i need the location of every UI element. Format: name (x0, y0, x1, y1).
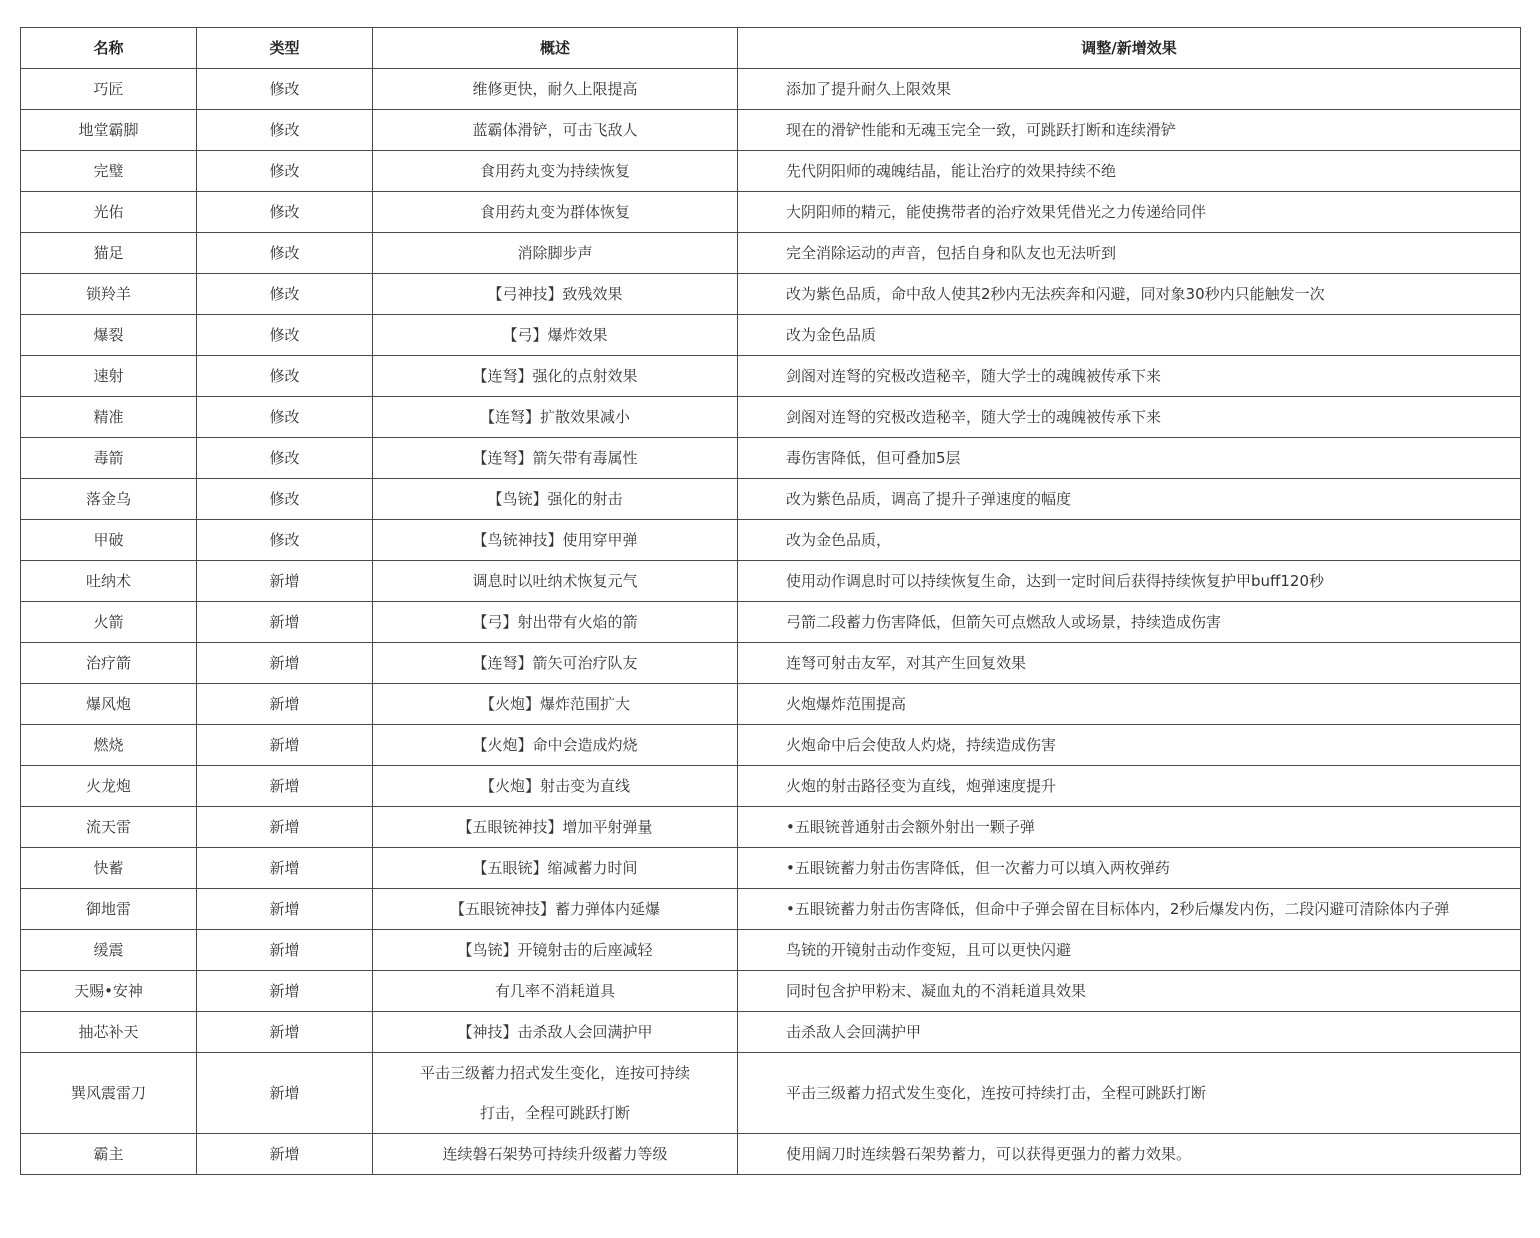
cell-type: 新增 (197, 971, 373, 1012)
cell-summary: 【五眼铳神技】增加平射弹量 (373, 807, 738, 848)
cell-effect: 毒伤害降低，但可叠加5层 (738, 438, 1521, 479)
cell-type: 修改 (197, 356, 373, 397)
cell-summary: 调息时以吐纳术恢复元气 (373, 561, 738, 602)
table-row (21, 643, 1521, 684)
cell-summary: 有几率不消耗道具 (373, 971, 738, 1012)
table-row (21, 889, 1521, 930)
cell-type: 修改 (197, 192, 373, 233)
cell-type: 新增 (197, 725, 373, 766)
cell-name: 流天雷 (21, 807, 197, 848)
cell-type: 修改 (197, 397, 373, 438)
cell-type: 修改 (197, 151, 373, 192)
skills-table (20, 27, 1521, 1175)
cell-effect: 大阴阳师的精元，能使携带者的治疗效果凭借光之力传递给同伴 (738, 192, 1521, 233)
table-row (21, 479, 1521, 520)
cell-effect: •五眼铳蓄力射击伤害降低，但命中子弹会留在目标体内，2秒后爆发内伤，二段闪避可清除体内子弹 (738, 889, 1521, 930)
cell-type: 新增 (197, 561, 373, 602)
table-row (21, 69, 1521, 110)
cell-type: 修改 (197, 479, 373, 520)
cell-summary: 【神技】击杀敌人会回满护甲 (373, 1012, 738, 1053)
table-row (21, 684, 1521, 725)
cell-name: 吐纳术 (21, 561, 197, 602)
cell-name: 御地雷 (21, 889, 197, 930)
table-row (21, 438, 1521, 479)
cell-type: 新增 (197, 889, 373, 930)
header-name: 名称 (21, 28, 197, 69)
table-row (21, 971, 1521, 1012)
cell-name: 巽风震雷刀 (21, 1053, 197, 1134)
table-row (21, 602, 1521, 643)
cell-name: 火龙炮 (21, 766, 197, 807)
table-row (21, 848, 1521, 889)
cell-type: 修改 (197, 69, 373, 110)
cell-name: 光佑 (21, 192, 197, 233)
cell-type: 新增 (197, 1012, 373, 1053)
header-type: 类型 (197, 28, 373, 69)
cell-type: 修改 (197, 274, 373, 315)
cell-effect: 现在的滑铲性能和无魂玉完全一致，可跳跃打断和连续滑铲 (738, 110, 1521, 151)
cell-name: 落金乌 (21, 479, 197, 520)
cell-name: 治疗箭 (21, 643, 197, 684)
cell-type: 修改 (197, 233, 373, 274)
cell-effect: 改为紫色品质，命中敌人使其2秒内无法疾奔和闪避，同对象30秒内只能触发一次 (738, 274, 1521, 315)
cell-effect: 连弩可射击友军，对其产生回复效果 (738, 643, 1521, 684)
cell-summary: 【弓神技】致残效果 (373, 274, 738, 315)
cell-name: 快蓄 (21, 848, 197, 889)
table-row (21, 274, 1521, 315)
cell-effect: 鸟铳的开镜射击动作变短，且可以更快闪避 (738, 930, 1521, 971)
table-row (21, 110, 1521, 151)
cell-type: 新增 (197, 930, 373, 971)
cell-name: 精准 (21, 397, 197, 438)
cell-effect: 火炮爆炸范围提高 (738, 684, 1521, 725)
cell-name: 缓震 (21, 930, 197, 971)
cell-summary: 【弓】爆炸效果 (373, 315, 738, 356)
header-summary: 概述 (373, 28, 738, 69)
cell-name: 爆风炮 (21, 684, 197, 725)
cell-summary: 【连弩】扩散效果减小 (373, 397, 738, 438)
cell-summary: 【五眼铳】缩减蓄力时间 (373, 848, 738, 889)
cell-type: 新增 (197, 766, 373, 807)
cell-name: 毒箭 (21, 438, 197, 479)
table-row (21, 356, 1521, 397)
table-body (21, 69, 1521, 1175)
cell-type: 新增 (197, 684, 373, 725)
cell-effect: 击杀敌人会回满护甲 (738, 1012, 1521, 1053)
cell-name: 天赐•安神 (21, 971, 197, 1012)
cell-name: 巧匠 (21, 69, 197, 110)
table-row (21, 725, 1521, 766)
cell-type: 新增 (197, 1053, 373, 1134)
cell-name: 燃烧 (21, 725, 197, 766)
cell-effect: 剑阁对连弩的究极改造秘辛，随大学士的魂魄被传承下来 (738, 397, 1521, 438)
cell-summary: 蓝霸体滑铲，可击飞敌人 (373, 110, 738, 151)
table-row (21, 1053, 1521, 1134)
cell-summary: 【连弩】箭矢可治疗队友 (373, 643, 738, 684)
cell-summary: 食用药丸变为群体恢复 (373, 192, 738, 233)
cell-type: 新增 (197, 643, 373, 684)
table-row (21, 192, 1521, 233)
table-row (21, 397, 1521, 438)
cell-type: 新增 (197, 807, 373, 848)
cell-effect: 火炮的射击路径变为直线，炮弹速度提升 (738, 766, 1521, 807)
cell-name: 完璧 (21, 151, 197, 192)
cell-name: 地堂霸脚 (21, 110, 197, 151)
cell-summary: 平击三级蓄力招式发生变化，连按可持续打击，全程可跳跃打断 (373, 1053, 738, 1134)
cell-effect: 改为金色品质 (738, 315, 1521, 356)
cell-effect: 平击三级蓄力招式发生变化，连按可持续打击，全程可跳跃打断 (738, 1053, 1521, 1134)
cell-summary: 【鸟铳】开镜射击的后座减轻 (373, 930, 738, 971)
cell-summary: 维修更快，耐久上限提高 (373, 69, 738, 110)
cell-summary: 【弓】射出带有火焰的箭 (373, 602, 738, 643)
cell-effect: 使用阔刀时连续磐石架势蓄力，可以获得更强力的蓄力效果。 (738, 1134, 1521, 1175)
cell-summary: 【鸟铳】强化的射击 (373, 479, 738, 520)
cell-effect: 完全消除运动的声音，包括自身和队友也无法听到 (738, 233, 1521, 274)
cell-type: 修改 (197, 315, 373, 356)
cell-type: 新增 (197, 1134, 373, 1175)
table-row (21, 151, 1521, 192)
cell-type: 修改 (197, 520, 373, 561)
cell-name: 锁羚羊 (21, 274, 197, 315)
table-row (21, 807, 1521, 848)
cell-effect: 弓箭二段蓄力伤害降低，但箭矢可点燃敌人或场景，持续造成伤害 (738, 602, 1521, 643)
cell-name: 霸主 (21, 1134, 197, 1175)
cell-summary: 【鸟铳神技】使用穿甲弹 (373, 520, 738, 561)
cell-type: 修改 (197, 110, 373, 151)
cell-summary: 【火炮】命中会造成灼烧 (373, 725, 738, 766)
cell-summary: 【五眼铳神技】蓄力弹体内延爆 (373, 889, 738, 930)
cell-name: 爆裂 (21, 315, 197, 356)
cell-effect: 改为金色品质， (738, 520, 1521, 561)
cell-type: 修改 (197, 438, 373, 479)
cell-effect: 同时包含护甲粉末、凝血丸的不消耗道具效果 (738, 971, 1521, 1012)
table-row (21, 233, 1521, 274)
cell-summary: 食用药丸变为持续恢复 (373, 151, 738, 192)
cell-name: 速射 (21, 356, 197, 397)
cell-summary: 【连弩】强化的点射效果 (373, 356, 738, 397)
cell-name: 猫足 (21, 233, 197, 274)
table-row (21, 1012, 1521, 1053)
cell-effect: •五眼铳普通射击会额外射出一颗子弹 (738, 807, 1521, 848)
cell-effect: 使用动作调息时可以持续恢复生命，达到一定时间后获得持续恢复护甲buff120秒 (738, 561, 1521, 602)
table-row (21, 1134, 1521, 1175)
cell-name: 火箭 (21, 602, 197, 643)
table-header-row (21, 28, 1521, 69)
cell-summary: 【火炮】射击变为直线 (373, 766, 738, 807)
cell-summary: 【连弩】箭矢带有毒属性 (373, 438, 738, 479)
cell-type: 新增 (197, 848, 373, 889)
cell-effect: 火炮命中后会使敌人灼烧，持续造成伤害 (738, 725, 1521, 766)
cell-summary: 【火炮】爆炸范围扩大 (373, 684, 738, 725)
cell-effect: 先代阴阳师的魂魄结晶，能让治疗的效果持续不绝 (738, 151, 1521, 192)
cell-name: 甲破 (21, 520, 197, 561)
cell-summary: 消除脚步声 (373, 233, 738, 274)
cell-summary: 连续磐石架势可持续升级蓄力等级 (373, 1134, 738, 1175)
table-row (21, 561, 1521, 602)
cell-name: 抽芯补天 (21, 1012, 197, 1053)
cell-effect: 添加了提升耐久上限效果 (738, 69, 1521, 110)
cell-effect: 改为紫色品质，调高了提升子弹速度的幅度 (738, 479, 1521, 520)
table-row (21, 930, 1521, 971)
table-row (21, 315, 1521, 356)
table-row (21, 766, 1521, 807)
cell-effect: •五眼铳蓄力射击伤害降低，但一次蓄力可以填入两枚弹药 (738, 848, 1521, 889)
cell-type: 新增 (197, 602, 373, 643)
cell-effect: 剑阁对连弩的究极改造秘辛，随大学士的魂魄被传承下来 (738, 356, 1521, 397)
header-effect: 调整/新增效果 (738, 28, 1521, 69)
table-row (21, 520, 1521, 561)
